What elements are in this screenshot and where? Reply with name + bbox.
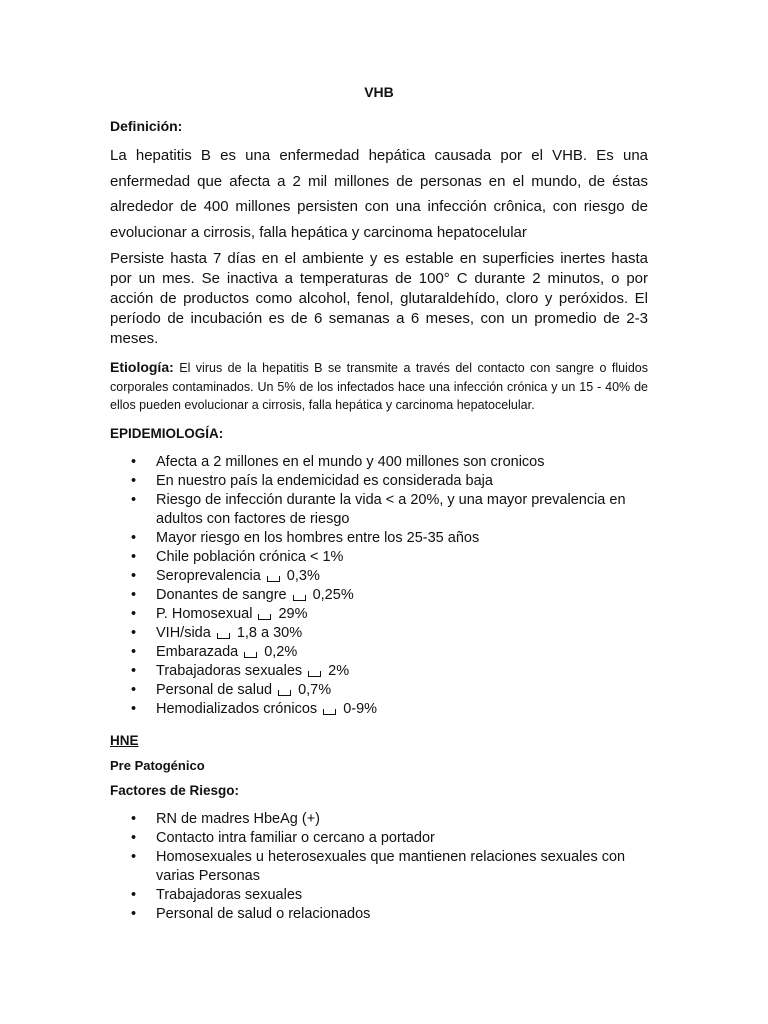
list-item: • Homosexuales u heterosexuales que mantienen relaciones sexuales con varias Personas <box>131 848 626 884</box>
bullet-icon: • <box>131 605 137 622</box>
etiologia-label: Etiología: <box>110 359 174 375</box>
approx-symbol-icon <box>244 652 257 658</box>
bullet-icon: • <box>131 548 137 565</box>
document-title: VHB <box>364 84 394 100</box>
bullet-icon: • <box>131 700 137 717</box>
bullet-icon: • <box>131 529 137 546</box>
epidemiologia-list <box>110 453 648 719</box>
approx-symbol-icon <box>308 671 321 677</box>
approx-symbol-icon <box>323 709 336 715</box>
definicion-heading: Definición: <box>110 118 183 134</box>
list-item: • Personal de salud o relacionados <box>131 905 371 922</box>
factores-riesgo-heading: Factores de Riesgo: <box>110 782 240 798</box>
definicion-paragraph: La hepatitis B es una enfermedad hepática causada por el VHB. Es una enfermedad que afecta a 2 mil millones de personas en el mundo, de éstas alrededor de 400 millones persisten con una infección crônica, con riesgo de evolucionar a cirrosis, falla hepática y carcinoma hepatocelular <box>110 147 648 241</box>
bullet-icon: • <box>131 472 137 489</box>
bullet-icon: • <box>131 491 137 508</box>
persistencia-paragraph: Persiste hasta 7 días en el ambiente y es estable en superficies inertes hasta por un mes. Se inactiva a temperaturas de 100° C durante 2 minutos, o por acción de productos como alcohol, fenol, glutaraldehído, cloro y peróxidos. El período de incubación es de 6 semanas a 6 meses, con un promedio de 2-3 meses. <box>110 250 648 347</box>
factores-riesgo-list <box>110 810 648 924</box>
approx-symbol-icon <box>217 633 230 639</box>
approx-symbol-icon <box>293 595 306 601</box>
list-item: • En nuestro país la endemicidad es considerada baja <box>131 472 493 489</box>
bullet-icon: • <box>131 643 137 660</box>
bullet-icon: • <box>131 662 137 679</box>
list-item: • Donantes de sangre 0,25% <box>131 586 354 603</box>
list-item: • Personal de salud 0,7% <box>131 681 332 698</box>
list-item: • P. Homosexual 29% <box>131 605 308 622</box>
bullet-icon: • <box>131 848 137 865</box>
list-item: • Hemodializados crónicos 0-9% <box>131 700 378 717</box>
approx-symbol-icon <box>267 576 280 582</box>
etiologia-paragraph <box>110 358 648 415</box>
list-item: • Chile población crónica < 1% <box>131 548 344 565</box>
list-item: • VIH/sida 1,8 a 30% <box>131 624 303 641</box>
list-item: • Contacto intra familiar o cercano a portador <box>131 829 435 846</box>
list-item: • Mayor riesgo en los hombres entre los 25-35 años <box>131 529 480 546</box>
epidemiologia-heading: EPIDEMIOLOGÍA: <box>110 425 224 441</box>
bullet-icon: • <box>131 905 137 922</box>
bullet-icon: • <box>131 624 137 641</box>
bullet-icon: • <box>131 829 137 846</box>
list-item: • RN de madres HbeAg (+) <box>131 810 320 827</box>
bullet-icon: • <box>131 586 137 603</box>
approx-symbol-icon <box>258 614 271 620</box>
approx-symbol-icon <box>278 690 291 696</box>
bullet-icon: • <box>131 681 137 698</box>
hne-heading: HNE <box>110 732 139 748</box>
bullet-icon: • <box>131 886 137 903</box>
bullet-icon: • <box>131 453 137 470</box>
list-item: • Embarazada 0,2% <box>131 643 298 660</box>
bullet-icon: • <box>131 567 137 584</box>
document-page <box>110 84 648 924</box>
list-item: • Seroprevalencia 0,3% <box>131 567 320 584</box>
list-item: • Riesgo de infección durante la vida < a 20%, y una mayor prevalencia en adultos con factores de riesgo <box>131 491 626 527</box>
etiologia-text: El virus de la hepatitis B se transmite a través del contacto con sangre o fluidos corporales contaminados. Un 5% de los infectados hace una infección crónica y un 15 - 40% de ellos pueden evolucionar a cirrosis, falla hepática y carcinoma hepatocelular. <box>110 361 648 412</box>
list-item: • Trabajadoras sexuales <box>131 886 303 903</box>
list-item: • Afecta a 2 millones en el mundo y 400 millones son cronicos <box>131 453 545 470</box>
list-item: • Trabajadoras sexuales 2% <box>131 662 350 679</box>
bullet-icon: • <box>131 810 137 827</box>
pre-patogenico-heading: Pre Patogénico <box>110 757 205 773</box>
